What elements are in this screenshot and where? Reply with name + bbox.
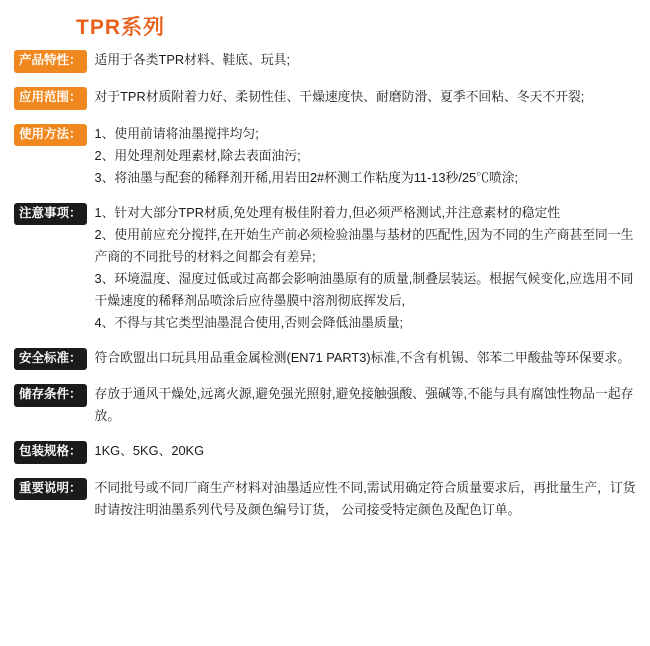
section-body xyxy=(95,123,636,189)
section-line: 2、用处理剂处理素材,除去表面油污; xyxy=(94,147,301,163)
section-body xyxy=(95,440,636,462)
section-line: 3、环境温度、湿度过低或过高都会影响油墨原有的质量,制叠层装运。根据气候变化,应选用不同干燥速度的稀释剂品喷涂后应待墨膜中溶剂彻底挥发后, xyxy=(94,270,634,308)
section-label: 注意事项： xyxy=(14,203,87,226)
section-label: 安全标准： xyxy=(14,348,87,371)
section-line: 3、将油墨与配套的稀释剂开稀,用岩田2#杯测工作粘度为11-13秒/25℃喷涂; xyxy=(94,169,519,185)
section-line: 存放于通风干燥处,远离火源,避免强光照射,避免接触强酸、强碱等,不能与具有腐蚀性物品一起存放。 xyxy=(94,386,634,424)
section-row xyxy=(14,440,636,464)
section-label: 使用方法： xyxy=(14,124,87,147)
section-row xyxy=(14,347,636,371)
section-label: 应用范围： xyxy=(14,87,87,110)
section-line: 符合欧盟出口玩具用品重金属检测(EN71 PART3)标准,不含有机锡、邻苯二甲酸盐等环保要求。 xyxy=(94,349,631,365)
section-row xyxy=(14,202,636,334)
section-line: 1、使用前请将油墨搅拌均匀; xyxy=(94,125,259,141)
section-line: 适用于各类TPR材料、鞋底、玩具; xyxy=(94,52,291,68)
section-row xyxy=(14,123,636,189)
section-line: 2、使用前应充分搅拌,在开始生产前必须检验油墨与基材的匹配性,因为不同的生产商甚至同一生产商的不同批号的材料之间都会有差异; xyxy=(94,226,634,264)
section-line: 4、不得与其它类型油墨混合使用,否则会降低油墨质量; xyxy=(94,314,404,330)
section-body xyxy=(95,202,636,334)
section-label: 包装规格： xyxy=(14,441,87,464)
section-row xyxy=(14,86,636,110)
section-label: 储存条件： xyxy=(14,384,87,407)
section-line: 1、针对大部分TPR材质,免处理有极佳附着力,但必须严格测试,并注意素材的稳定性 xyxy=(94,204,561,220)
section-label: 产品特性： xyxy=(14,50,87,73)
section-row xyxy=(14,383,636,427)
section-body xyxy=(95,477,636,521)
section-line: 不同批号或不同厂商生产材料对油墨适应性不同,需试用确定符合质量要求后，再批量生产，订货时请按注明油墨系列代号及颜色编号订货， 公司接受特定颜色及配色订单。 xyxy=(94,479,636,517)
section-body xyxy=(95,49,636,71)
section-list xyxy=(14,49,636,521)
section-row xyxy=(14,477,636,521)
page-title: TPR系列 xyxy=(76,16,165,39)
section-body xyxy=(95,86,636,108)
section-line: 对于TPR材质附着力好、柔韧性佳、干燥速度快、耐磨防滑、夏季不回粘、冬天不开裂; xyxy=(94,88,585,104)
section-row xyxy=(14,49,636,73)
section-body xyxy=(95,383,636,427)
section-body xyxy=(95,347,636,369)
section-line: 1KG、5KG、20KG xyxy=(94,443,205,459)
section-label: 重要说明： xyxy=(14,478,87,501)
